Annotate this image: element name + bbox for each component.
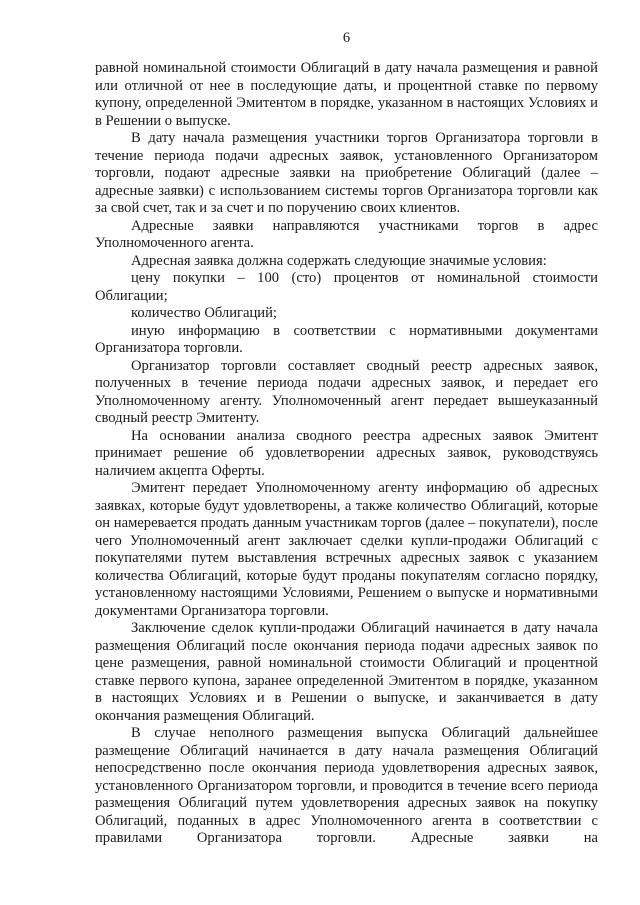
condition-other-info: иную информацию в соответствии с нормативными документами Организатора торговли. bbox=[95, 322, 598, 356]
paragraph-continuation: равной номинальной стоимости Облигаций в дату начала размещения и равной или отличной от нее в последующие даты, и процентной ставке по первому купону, определенной Эмитентом в порядке, указанном в настоящих Условиях и в Решении о выпуске. bbox=[95, 60, 598, 129]
paragraph-submission-period: В дату начала размещения участники торгов Организатора торговли в течение периода подачи адресных заявок, установленного Организатором торговли, подают адресные заявки на приобретение Облигаций (далее – адресные заявки) с использованием системы торгов Организатора торговли как за свой счет, так и за счет и по поручению своих клиентов. bbox=[95, 130, 598, 216]
condition-quantity: количество Облигаций; bbox=[131, 305, 277, 321]
paragraph-issuer-decision: На основании анализа сводного реестра адресных заявок Эмитент принимает решение об удовлетворении адресных заявок, руководствуясь наличием акцепта Оферты. bbox=[95, 427, 598, 479]
paragraph-consolidated-register: Организатор торговли составляет сводный реестр адресных заявок, полученных в течение периода подачи адресных заявок, и передает его Уполномоченному агенту. Уполномоченный агент передает вышеуказанный сводный реестр Эмитенту. bbox=[95, 357, 598, 426]
paragraph-conclusion-of-deals: Заключение сделок купли-продажи Облигаций начинается в дату начала размещения Облигаций после окончания периода подачи адресных заявок по цене размещения, равной номинальной стоимости Облигаций и процентной ставке первого купона, заранее определенной Эмитентом в порядке, указанном в настоящих Условиях и в Решении о выпуске, и заканчивается в дату окончания размещения Облигаций. bbox=[95, 620, 598, 724]
condition-purchase-price: цену покупки – 100 (сто) процентов от номинальной стоимости Облигации; bbox=[95, 270, 598, 304]
paragraph-address-orders-sent: Адресные заявки направляются участниками торгов в адрес Уполномоченного агента. bbox=[95, 217, 598, 251]
page-number: 6 bbox=[342, 30, 351, 46]
paragraph-order-conditions-intro: Адресная заявка должна содержать следующие значимые условия: bbox=[131, 252, 547, 269]
paragraph-issuer-transfers-info: Эмитент передает Уполномоченному агенту информацию об адресных заявках, которые будут удовлетворены, а также количество Облигаций, которые он намеревается продать данным участникам торгов (далее – покупатели), после чего Уполномоченный агент заключает сделки купли-продажи Облигаций с покупателями путем выставления встречных адресных заявок с указанием количества Облигаций, которые будут проданы покупателям согласно порядку, установленному настоящими Условиями, Решением о выпуске и нормативными документами Организатора торговли. bbox=[95, 480, 598, 619]
paragraph-incomplete-placement: В случае неполного размещения выпуска Облигаций дальнейшее размещение Облигаций начинается в дату начала размещения Облигаций непосредственно после окончания периода удовлетворения адресных заявок, установленного Организатором торговли, и проводится в течение всего периода размещения Облигаций путем удовлетворения адресных заявок на покупку Облигаций, поданных в адрес Уполномоченного агента в соответствии с правилами Организатора торговли. Адресные заявки на bbox=[95, 725, 598, 846]
document-body bbox=[95, 60, 598, 848]
